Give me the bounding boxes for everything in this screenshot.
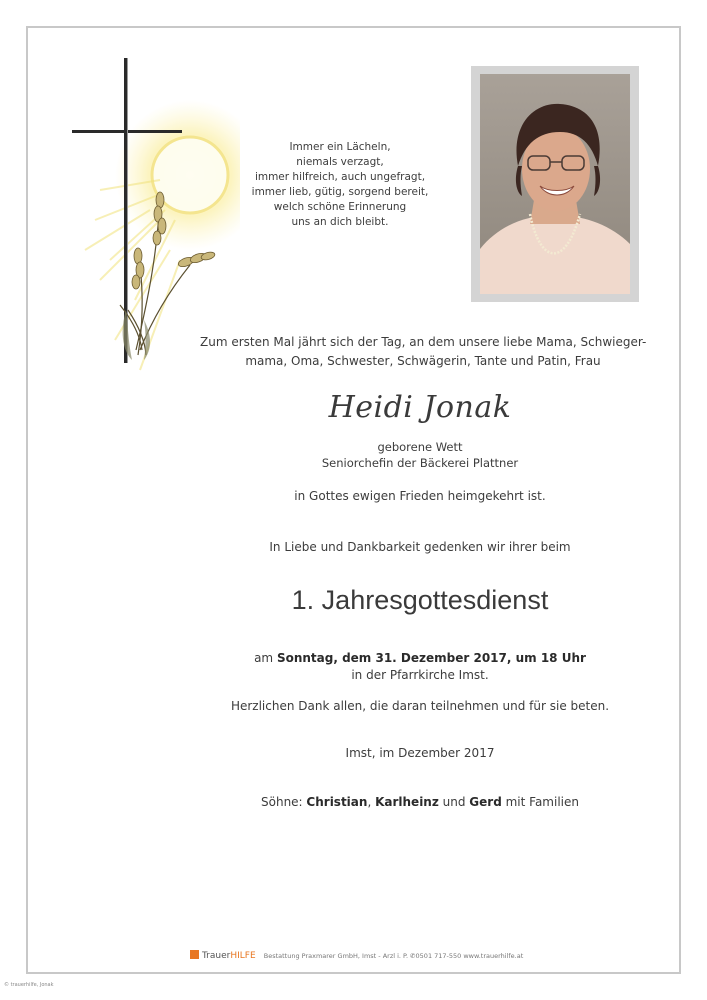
deceased-name: Heidi Jonak [328,390,512,425]
intro-line-2: mama, Oma, Schwester, Schwägerin, Tante und Patin, Frau [245,354,601,368]
birth-name: geborene Wett [377,440,463,454]
intro-text [200,333,646,371]
deceased-role: Seniorchefin der Bäckerei Plattner [321,456,519,470]
family-line [200,795,640,809]
place-date: Imst, im Dezember 2017 [345,746,495,760]
peace-line: in Gottes ewigen Frieden heimgekehrt ist. [294,489,546,503]
poem-line: uns an dich bleibt. [291,216,389,228]
portrait-photo [480,74,630,294]
service-date-prefix: am [254,651,277,665]
poem-line: welch schöne Erinnerung [273,201,407,213]
family-suffix: mit Familien [501,795,579,809]
service-title: 1. Jahresgottesdienst [291,585,549,615]
family-name: Karlheinz [375,795,439,809]
poem [240,140,440,230]
service-location: in der Pfarrkirche Imst. [351,668,489,682]
intro-line-1: Zum ersten Mal jährt sich der Tag, an dem unsere liebe Mama, Schwieger- [200,335,647,349]
thanks-line: Herzlichen Dank allen, die daran teilnehmen und für sie beten. [230,699,610,713]
brand-logo: TrauerHILFE [190,951,256,961]
family-prefix: Söhne: [261,795,307,809]
family-separator: , [367,795,376,809]
poem-line: immer lieb, gütig, sorgend bereit, [251,186,429,198]
portrait-frame [471,66,639,302]
poem-line: Immer ein Lächeln, [289,141,391,153]
service-date [200,651,640,665]
brand-mark-icon [190,950,199,959]
poem-line: niemals verzagt, [296,156,384,168]
footer [190,950,524,964]
family-name: Christian [306,795,368,809]
family-name: Gerd [469,795,502,809]
copyright: © trauerhilfe, Jonak [4,982,54,988]
family-separator: und [438,795,470,809]
remember-line: In Liebe und Dankbarkeit gedenken wir ihrer beim [269,540,571,554]
poem-line: immer hilfreich, auch ungefragt, [254,171,426,183]
service-date-bold: Sonntag, dem 31. Dezember 2017, um 18 Uhr [276,651,586,665]
footer-contact: Bestattung Praxmarer GmbH, Imst - Arzl i. P. ✆0501 717-550 www.trauerhilfe.at [263,952,524,960]
